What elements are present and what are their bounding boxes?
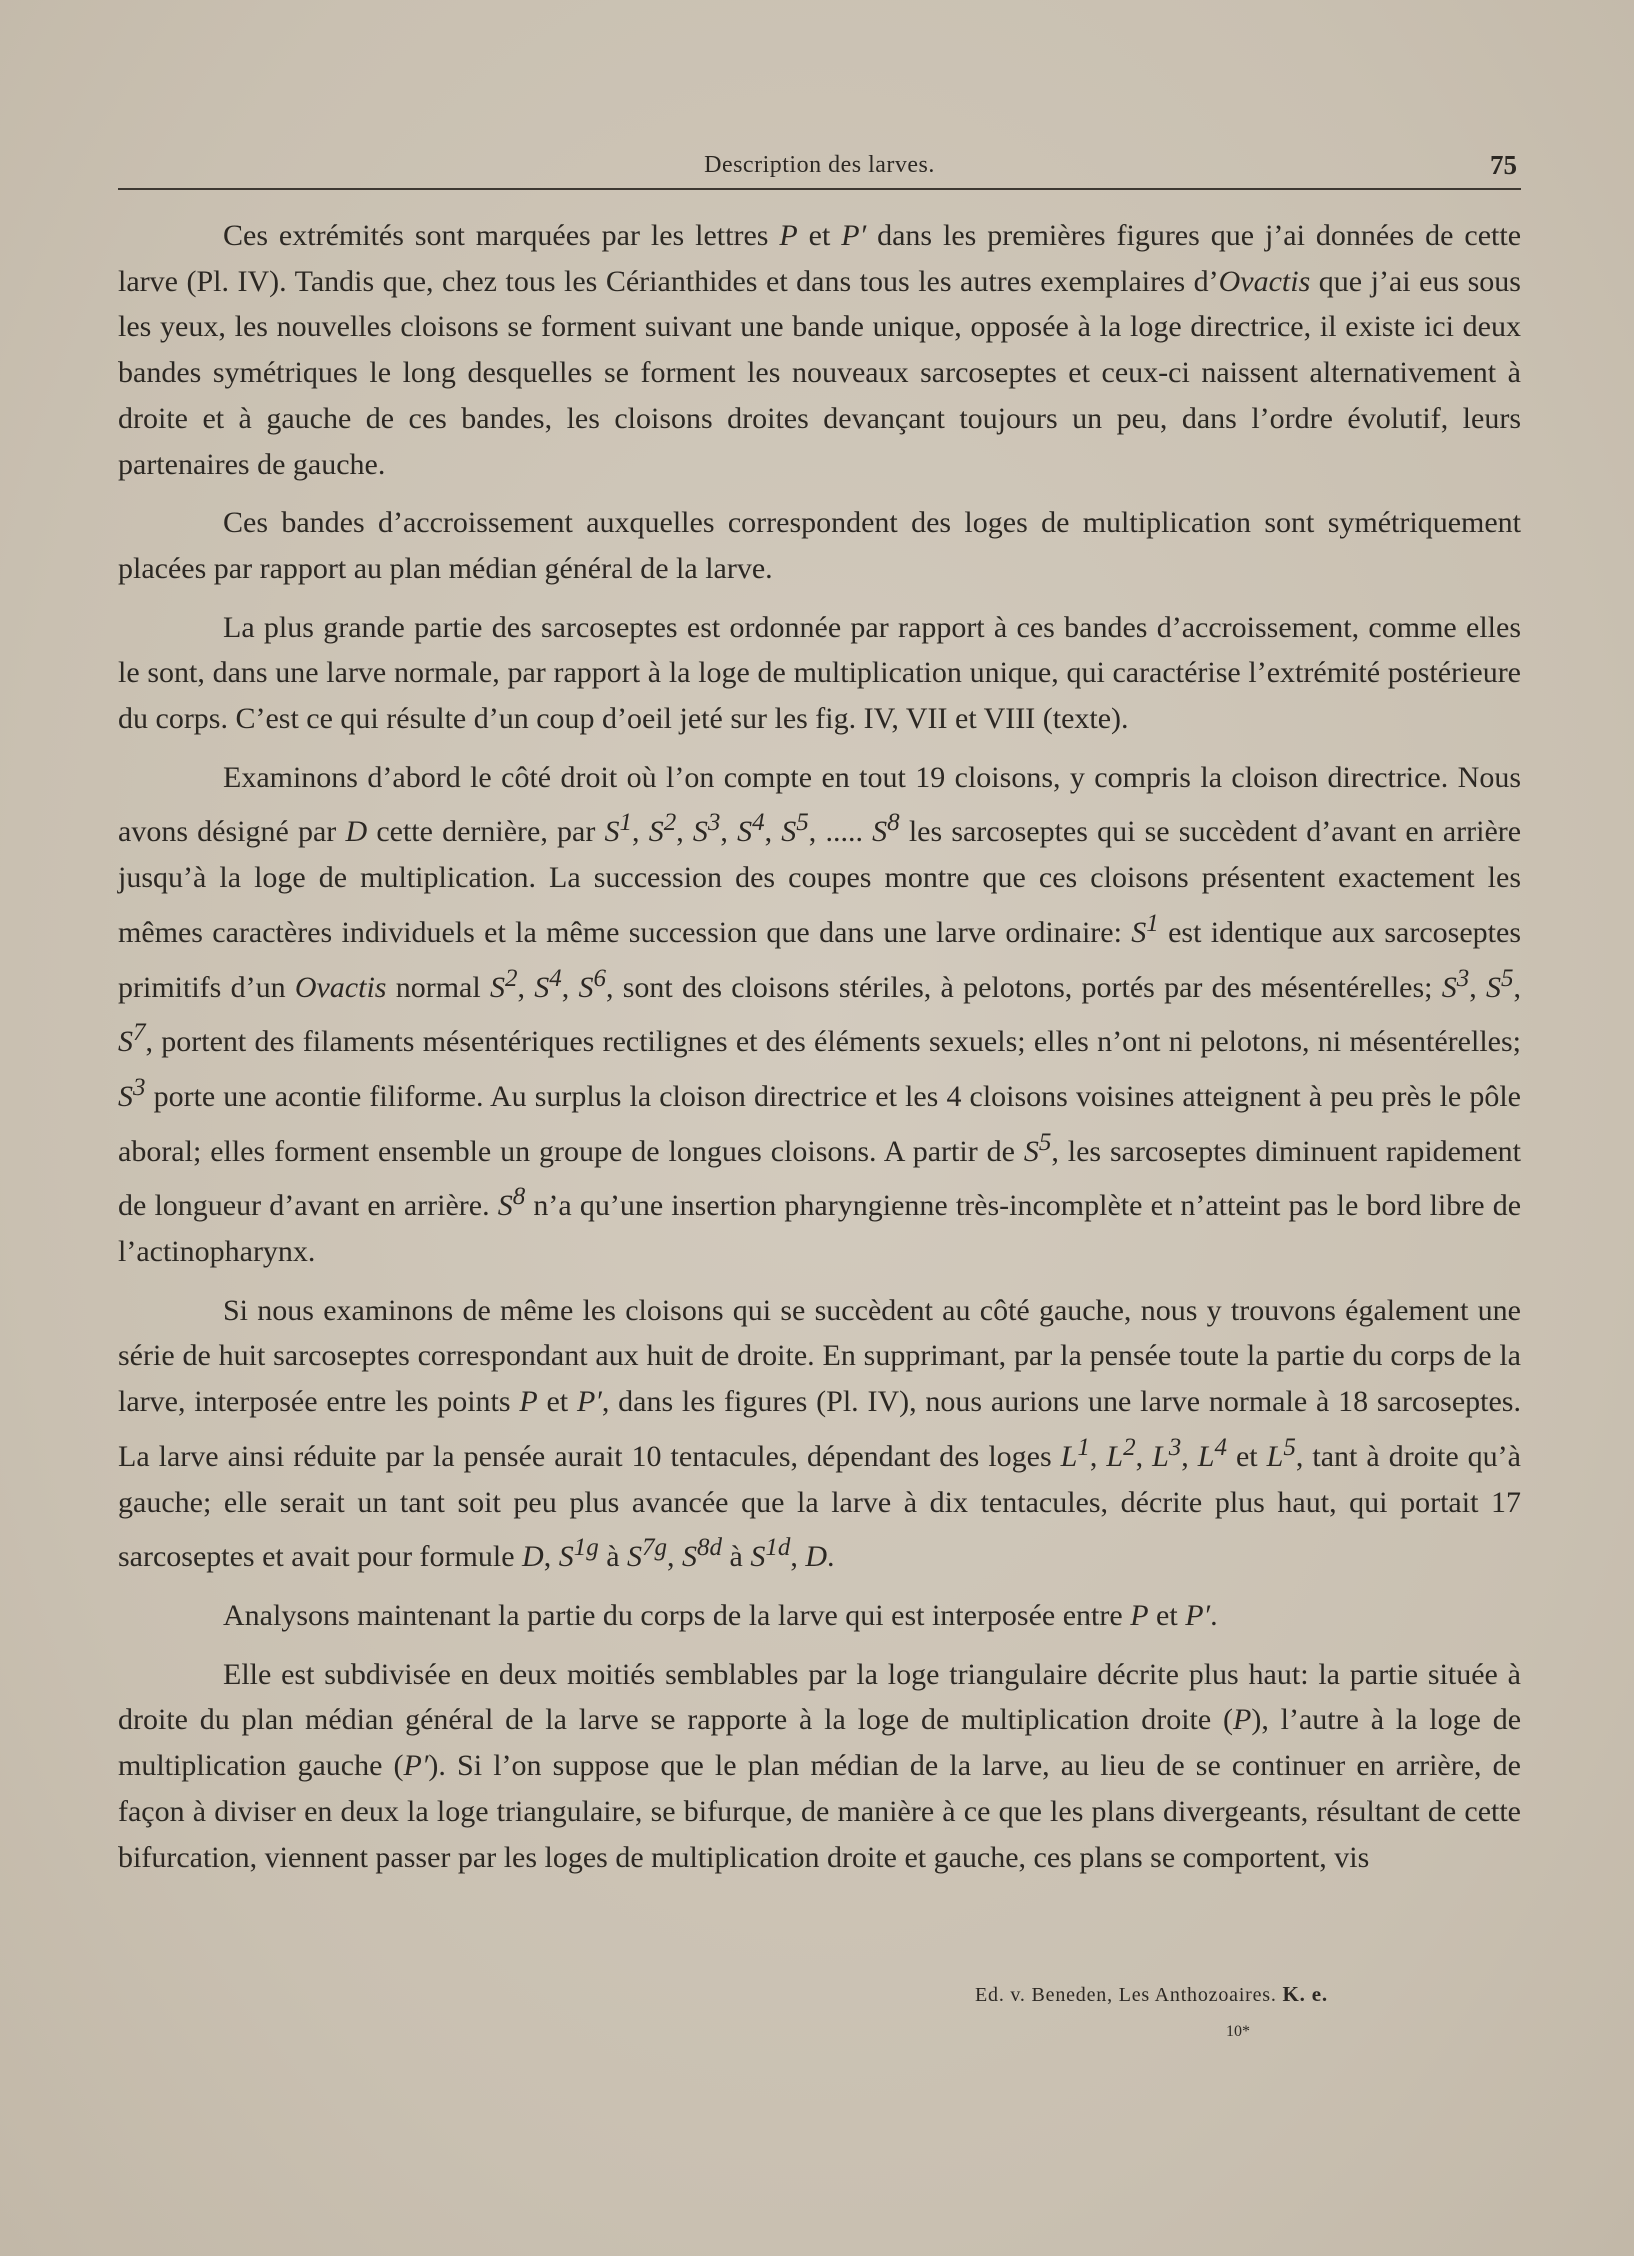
footer-text: Ed. v. Beneden, Les Anthozoaires. bbox=[975, 1984, 1277, 2006]
body-text bbox=[118, 213, 1521, 1893]
header-title: Description des larves. bbox=[704, 152, 935, 178]
paragraph: Examinons d’abord le côté droit où l’on compte en tout 19 cloisons, y compris la cloison directrice. Nous avons désigné par D cette dernière, par $S^1$, $S^2$, $S^3$, $S^4$, $S^5$, ..... $S^8$ les sarcoseptes qui se succèdent d’avant en arrière jusqu’à la loge de multiplication. La succession des coupes montre que ces cloisons présentent exactement les mêmes caractères individuels et la même succession que dans une larve ordinaire: $S^1$ est identique aux sarcoseptes primitifs d’un Ovactis normal $S^2$, $S^4$, $S^6$, sont des cloisons stériles, à pelotons, portés par des mésentérelles; $S^3$, $S^5$, $S^7$, portent des filaments mésentériques rectilignes et des éléments sexuels; elles n’ont ni pelotons, ni mésentérelles; $S^3$ porte une acontie filiforme. Au surplus la cloison directrice et les 4 cloisons voisines atteignent à peu près le pôle aboral; elles forment ensemble un groupe de longues cloisons. A partir de $S^5$, les sarcoseptes diminuent rapidement de longueur d’avant en arrière. $S^8$ n’a qu’une insertion pharyngienne très-incomplète et n’atteint pas le bord libre de l’actinopharynx. bbox=[118, 760, 1522, 1269]
paragraph: Ces bandes d’accroissement auxquelles correspondent des loges de multiplication sont symétriquement placées par rapport au plan médian général de la larve. bbox=[118, 506, 1521, 585]
paragraph: La plus grande partie des sarcoseptes est ordonnée par rapport à ces bandes d’accroissement, comme elles le sont, dans une larve normale, par rapport à la loge de multiplication unique, qui caractérise l’extrémité postérieure du corps. C’est ce qui résulte d’un coup d’oeil jeté sur les fig. IV, VII et VIII (texte). bbox=[118, 610, 1521, 736]
paragraph: Elle est subdivisée en deux moitiés semblables par la loge triangulaire décrite plus haut: la partie située à droite du plan médian général de la larve se rapporte à la loge de multiplication droite (P), l’autre à la loge de multiplication gauche (P′). Si l’on suppose que le plan médian de la larve, au lieu de se continuer en arrière, de façon à diviser en deux la loge triangulaire, se bifurque, de manière à ce que les plans divergeants, résultant de cette bifurcation, viennent passer par les loges de multiplication droite et gauche, ces plans se comportent, vis bbox=[118, 1657, 1522, 1874]
footer-note bbox=[975, 1982, 1328, 2007]
footer-mark: K. e. bbox=[1282, 1982, 1328, 2006]
page-number: 75 bbox=[1490, 150, 1517, 180]
running-header bbox=[118, 150, 1521, 190]
paragraph: Si nous examinons de même les cloisons qui se succèdent au côté gauche, nous y trouvons également une série de huit sarcoseptes correspondant aux huit de droite. En supprimant, par la pensée toute la partie du corps de la larve, interposée entre les points P et P′, dans les figures (Pl. IV), nous aurions une larve normale à 18 sarcoseptes. La larve ainsi réduite par la pensée aurait 10 tentacules, dépendant des loges $L^1$, $L^2$, $L^3$, $L^4$ et $L^5$, tant à droite qu’à gauche; elle serait un tant soit peu plus avancée que la larve à dix tentacules, décrite plus haut, qui portait 17 sarcoseptes et avait pour formule D, $S^{1g}$ à $S^{7g}$, $S^{8d}$ à $S^{1d}$, D. bbox=[118, 1293, 1521, 1574]
paragraph: Analysons maintenant la partie du corps de la larve qui est interposée entre P et P′. bbox=[223, 1598, 1218, 1632]
signature-mark: 10* bbox=[1226, 2023, 1250, 2040]
paragraph: Ces extrémités sont marquées par les lettres P et P′ dans les premières figures que j’ai données de cette larve (Pl. IV). Tandis que, chez tous les Cérianthides et dans tous les autres exemplaires d’Ovactis que j’ai eus sous les yeux, les nouvelles cloisons se forment suivant une bande unique, opposée à la loge directrice, il existe ici deux bandes symétriques le long desquelles se forment les nouveaux sarcoseptes et ceux-ci naissent alternativement à droite et à gauche de ces bandes, les cloisons droites devançant toujours un peu, dans l’ordre évolutif, leurs partenaires de gauche. bbox=[118, 219, 1522, 481]
